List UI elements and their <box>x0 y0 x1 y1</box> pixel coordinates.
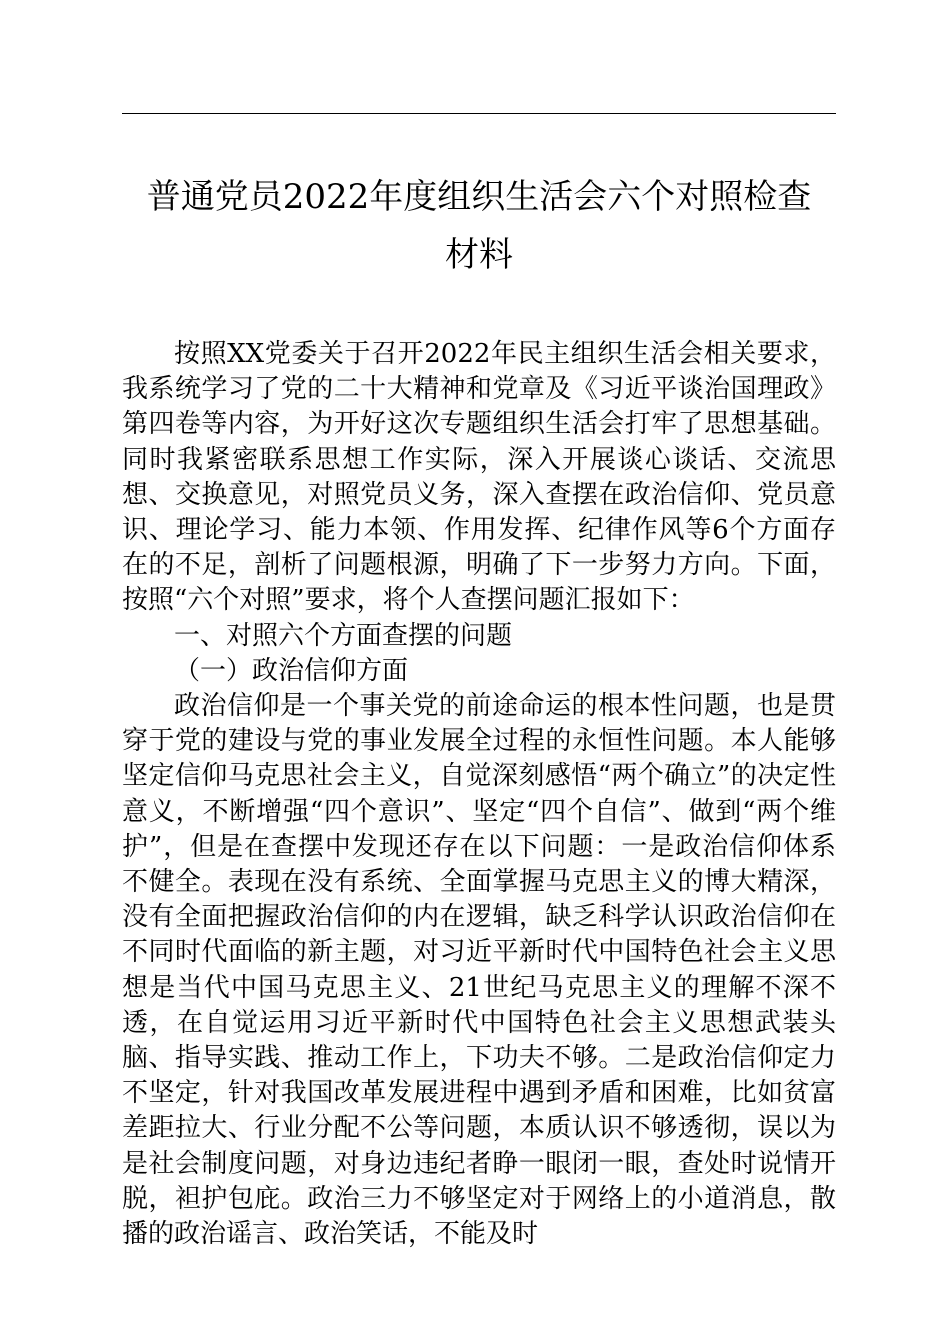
document-body <box>122 337 836 1252</box>
document-title-line-1: 普通党员2022年度组织生活会六个对照检查 <box>146 177 812 217</box>
intro-paragraph: 按照XX党委关于召开2022年民主组织生活会相关要求，我系统学习了党的二十大精神和党章及《习近平谈治国理政》第四卷等内容，为开好这次专题组织生活会打牢了思想基础。同时我紧密联系思想工作实际，深入开展谈心谈话、交流思想、交换意见，对照党员义务，深入查摆在政治信仰、党员意识、理论学习、能力本领、作用发挥、纪律作风等6个方面存在的不足，剖析了问题根源，明确了下一步努力方向。下面，按照“六个对照”要求，将个人查摆问题汇报如下： <box>122 339 836 616</box>
body-paragraph: 政治信仰是一个事关党的前途命运的根本性问题，也是贯穿于党的建设与党的事业发展全过程的永恒性问题。本人能够坚定信仰马克思社会主义，自觉深刻感悟“两个确立”的决定性意义，不断增强“四个意识”、坚定“四个自信”、做到“两个维护”，但是在查摆中发现还存在以下问题：一是政治信仰体系不健全。表现在没有系统、全面掌握马克思主义的博大精深，没有全面把握政治信仰的内在逻辑，缺乏科学认识政治信仰在不同时代面临的新主题，对习近平新时代中国特色社会主义思想是当代中国马克思主义、21世纪马克思主义的理解不深不透，在自觉运用习近平新时代中国特色社会主义思想武装头脑、指导实践、推动工作上，下功夫不够。二是政治信仰定力不坚定，针对我国改革发展进程中遇到矛盾和困难，比如贫富差距拉大、行业分配不公等问题，本质认识不够透彻，误以为是社会制度问题，对身边违纪者睁一眼闭一眼，查处时说情开脱，袒护包庇。政治三力不够坚定对于网络上的小道消息，散播的政治谣言、政治笑话，不能及时 <box>122 691 836 1250</box>
document-title-line-2: 材料 <box>445 235 513 275</box>
subsection-heading: （一）政治信仰方面 <box>174 655 409 686</box>
section-heading: 一、对照六个方面查摆的问题 <box>174 620 513 651</box>
document-title <box>122 168 836 284</box>
header-rule <box>122 113 836 114</box>
